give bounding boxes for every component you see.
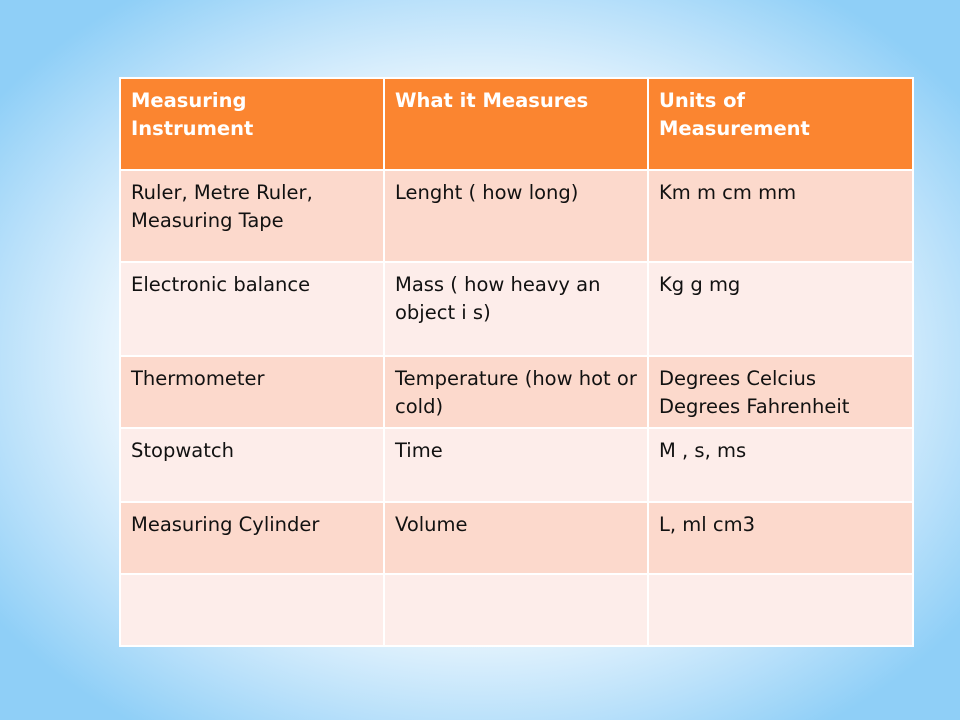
table-cell-units: Degrees Celcius Degrees Fahrenheit [648, 356, 913, 428]
table-row [120, 428, 913, 502]
table-cell-units: Km m cm mm [648, 170, 913, 262]
table-cell-measures: Mass ( how heavy an object i s) [384, 262, 648, 356]
table-cell-instrument: Electronic balance [120, 262, 384, 356]
table-cell-instrument: Thermometer [120, 356, 384, 428]
table-header-row [120, 78, 913, 170]
table-cell-measures: Lenght ( how long) [384, 170, 648, 262]
table-cell-units: L, ml cm3 [648, 502, 913, 574]
table-cell-units: M , s, ms [648, 428, 913, 502]
table-cell-measures: Time [384, 428, 648, 502]
table-cell-measures [384, 574, 648, 646]
measurement-table-container [119, 77, 912, 647]
table-row [120, 262, 913, 356]
table-cell-instrument: Ruler, Metre Ruler, Measuring Tape [120, 170, 384, 262]
table-row [120, 170, 913, 262]
table-cell-measures: Temperature (how hot or cold) [384, 356, 648, 428]
table-cell-measures: Volume [384, 502, 648, 574]
measurement-table [119, 77, 914, 647]
table-row [120, 502, 913, 574]
table-cell-units [648, 574, 913, 646]
table-row-empty [120, 574, 913, 646]
table-cell-instrument [120, 574, 384, 646]
table-cell-units: Kg g mg [648, 262, 913, 356]
table-row [120, 356, 913, 428]
header-units-of-measurement: Units of Measurement [648, 78, 913, 170]
table-cell-instrument: Measuring Cylinder [120, 502, 384, 574]
table-cell-instrument: Stopwatch [120, 428, 384, 502]
header-measuring-instrument: Measuring Instrument [120, 78, 384, 170]
header-what-it-measures: What it Measures [384, 78, 648, 170]
